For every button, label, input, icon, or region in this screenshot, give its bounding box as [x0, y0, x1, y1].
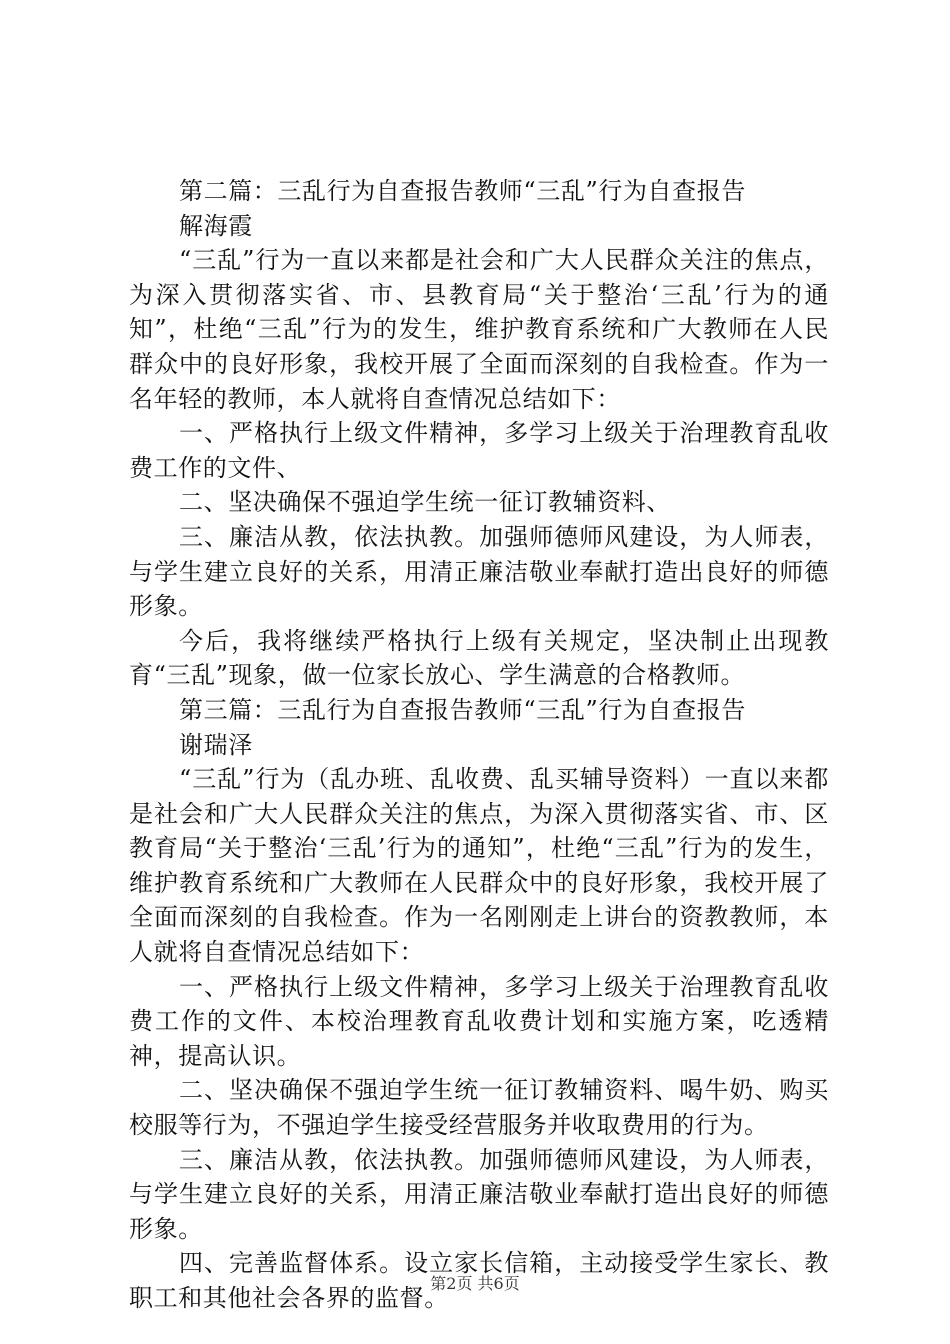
document-body: [129, 174, 829, 1316]
paragraph: 二、坚决确保不强迫学生统一征订教辅资料、: [179, 488, 671, 517]
paragraph: 一、严格执行上级文件精神，多学习上级关于治理教育乱收费工作的文件、: [129, 419, 829, 482]
paragraph: 今后，我将继续严格执行上级有关规定，坚决制止出现教育“三乱”现象，做一位家长放心、学生满意的合格教师。: [129, 626, 829, 690]
paragraph: 一、严格执行上级文件精神，多学习上级关于治理教育乱收费工作的文件、本校治理教育乱收费计划和实施方案，吃透精神，提高认识。: [129, 972, 829, 1070]
author-name: 解海霞: [179, 211, 253, 240]
paragraph: “三乱”行为一直以来都是社会和广大人民群众关注的焦点，为深入贯彻落实省、市、县教育局“关于整治‘三乱’行为的通知”，杜绝“三乱”行为的发生，维护教育系统和广大教师在人民群众中的良好形象，我校开展了全面而深刻的自我检查。作为一名年轻的教师，本人就将自查情况总结如下：: [129, 246, 829, 413]
section-heading-2: 第二篇：三乱行为自查报告教师“三乱”行为自查报告: [179, 177, 746, 205]
author-name: 谢瑞泽: [179, 730, 253, 759]
paragraph: 三、廉洁从教，依法执教。加强师德师风建设，为人师表，与学生建立良好的关系，用清正廉洁敬业奉献打造出良好的师德形象。: [129, 1145, 829, 1243]
paragraph: 二、坚决确保不强迫学生统一征订教辅资料、喝牛奶、购买校服等行为，不强迫学生接受经营服务并收取费用的行为。: [129, 1076, 829, 1140]
paragraph: 四、完善监督体系。设立家长信箱，主动接受学生家长、教职工和其他社会各界的监督。: [129, 1249, 829, 1312]
paragraph: 三、廉洁从教，依法执教。加强师德师风建设，为人师表，与学生建立良好的关系，用清正廉洁敬业奉献打造出良好的师德形象。: [129, 522, 829, 621]
page-footer: 第2页 共6页: [430, 1274, 520, 1293]
section-heading-3: 第三篇：三乱行为自查报告教师“三乱”行为自查报告: [179, 695, 746, 724]
paragraph: “三乱”行为（乱办班、乱收费、乱买辅导资料）一直以来都是社会和广大人民群众关注的焦点，为深入贯彻落实省、市、区教育局“关于整治‘三乱’行为的通知”，杜绝“三乱”行为的发生，维护教育系统和广大教师在人民群众中的良好形象，我校开展了全面而深刻的自我检查。作为一名刚刚走上讲台的资教教师，本人就将自查情况总结如下：: [129, 765, 829, 967]
